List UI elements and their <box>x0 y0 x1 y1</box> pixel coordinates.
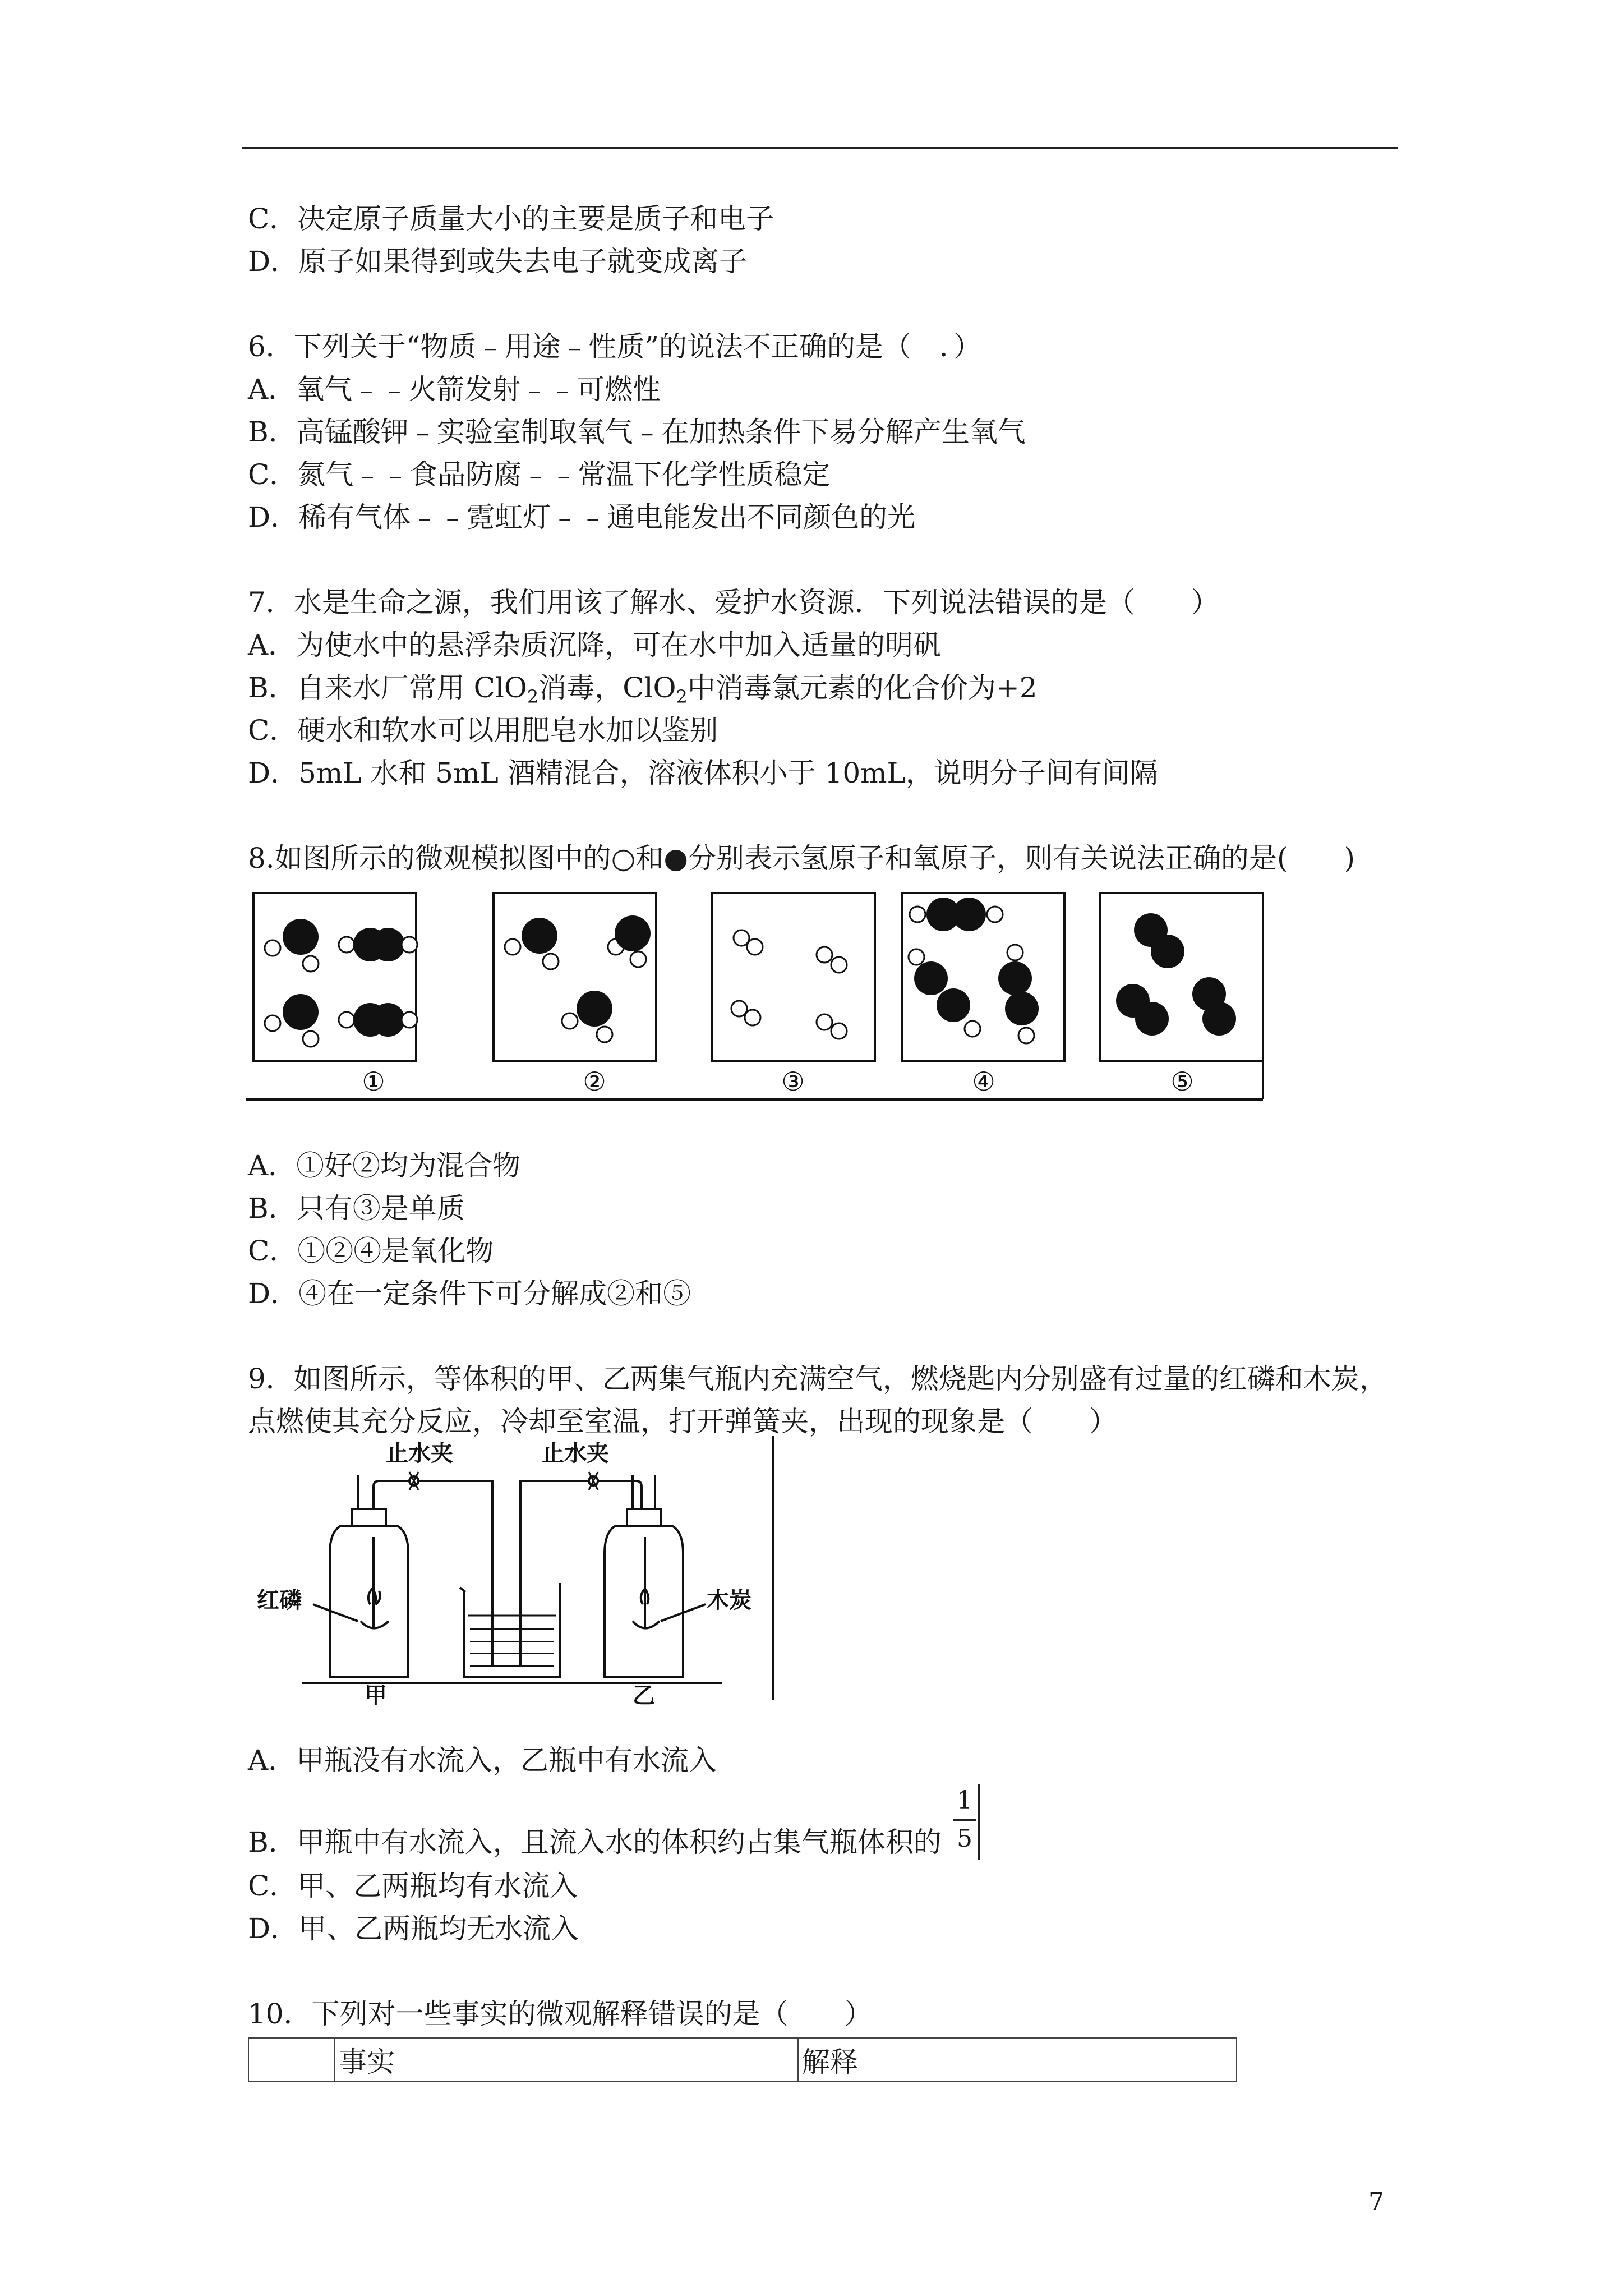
table-row <box>248 2038 1237 2082</box>
fraction-denominator: 5 <box>957 1824 972 1853</box>
figure-label-5: ⑤ <box>1170 1066 1194 1097</box>
q8-option-d: D．④在一定条件下可分解成②和⑤ <box>248 1277 691 1310</box>
q5-option-d: D．原子如果得到或失去电子就变成离子 <box>248 245 748 278</box>
clamp-label-right: 止水夹 <box>542 1441 609 1466</box>
q9-stem-line-1: 9．如图所示，等体积的甲、乙两集气瓶内充满空气，燃烧匙内分别盛有过量的红磷和木炭， <box>248 1363 1387 1395</box>
apparatus-diagram <box>246 1436 778 1705</box>
q9-option-a: A．甲瓶没有水流入，乙瓶中有水流入 <box>248 1744 717 1777</box>
bottle-yi-label: 乙 <box>633 1683 655 1705</box>
box-4-molecules <box>909 898 1039 1043</box>
q10-table <box>248 2037 1237 2082</box>
q7-option-c: C．硬水和软水可以用肥皂水加以鉴别 <box>248 714 718 747</box>
q6-option-a: A．氧气﹣﹣火箭发射﹣﹣可燃性 <box>248 373 661 406</box>
q7-option-b: B．自来水厂常用 ClO$_2$消毒，ClO$_2$中消毒氯元素的化合价为+2 <box>248 671 1038 707</box>
q6-option-c: C．氮气﹣﹣食品防腐﹣﹣常温下化学性质稳定 <box>248 458 831 491</box>
box-5-molecules <box>1116 913 1236 1036</box>
table-header-explanation: 解释 <box>798 2038 1237 2082</box>
page-number: 7 <box>1368 2188 1384 2216</box>
q10-stem: 10．下列对一些事实的微观解释错误的是（ ） <box>248 1998 873 2030</box>
q9-stem-line-2: 点燃使其充分反应，冷却至室温，打开弹簧夹，出现的现象是（ ） <box>248 1405 1117 1438</box>
figure-label-1: ① <box>362 1066 385 1097</box>
q6-option-b: B．高锰酸钾﹣实验室制取氧气﹣在加热条件下易分解产生氧气 <box>248 416 1026 448</box>
box-1-molecules <box>265 919 417 1047</box>
box-2-molecules <box>505 915 651 1042</box>
table-header-fact: 事实 <box>335 2038 798 2082</box>
box-3-molecules <box>731 930 847 1039</box>
q9-option-b: B．甲瓶中有水流入，且流入水的体积约占集气瓶体积的 <box>248 1826 942 1858</box>
figure-label-2: ② <box>583 1066 606 1097</box>
q8-option-a: A．①好②均为混合物 <box>248 1149 521 1182</box>
figure-label-3: ③ <box>781 1066 805 1097</box>
q6-stem: 6．下列关于“物质﹣用途﹣性质”的说法不正确的是（ ．） <box>248 330 981 363</box>
bottle-jia-label: 甲 <box>365 1683 387 1705</box>
fraction-numerator: 1 <box>957 1786 972 1815</box>
fraction-one-fifth <box>953 1784 976 1862</box>
q5-option-c: C．决定原子质量大小的主要是质子和电子 <box>248 203 774 235</box>
q8-stem: 8.如图所示的微观模拟图中的○和●分别表示氢原子和氧原子，则有关说法正确的是( ) <box>248 842 1355 875</box>
q8-option-c: C．①②④是氧化物 <box>248 1235 494 1267</box>
q9-option-d: D．甲、乙两瓶均无水流入 <box>248 1912 579 1945</box>
red-phosphorus-label: 红磷 <box>257 1588 302 1613</box>
q9-option-c: C．甲、乙两瓶均有水流入 <box>248 1870 578 1902</box>
charcoal-label: 木炭 <box>707 1588 751 1613</box>
clamp-label-left: 止水夹 <box>386 1441 453 1466</box>
q6-option-d: D．稀有气体﹣﹣霓虹灯﹣﹣通电能发出不同颜色的光 <box>248 501 916 533</box>
q7-option-a: A．为使水中的悬浮杂质沉降，可在水中加入适量的明矾 <box>248 629 942 661</box>
figure-label-4: ④ <box>972 1066 995 1097</box>
header-rule <box>242 147 1398 149</box>
table-cell-index <box>248 2038 335 2082</box>
q7-stem: 7．水是生命之源，我们用该了解水、爱护水资源．下列说法错误的是（ ） <box>248 586 1219 619</box>
molecule-diagram <box>246 882 1266 1106</box>
q8-option-b: B．只有③是单质 <box>248 1192 465 1225</box>
q7-option-d: D．5mL 水和 5mL 酒精混合，溶液体积小于 10mL，说明分子间有间隔 <box>248 757 1158 789</box>
